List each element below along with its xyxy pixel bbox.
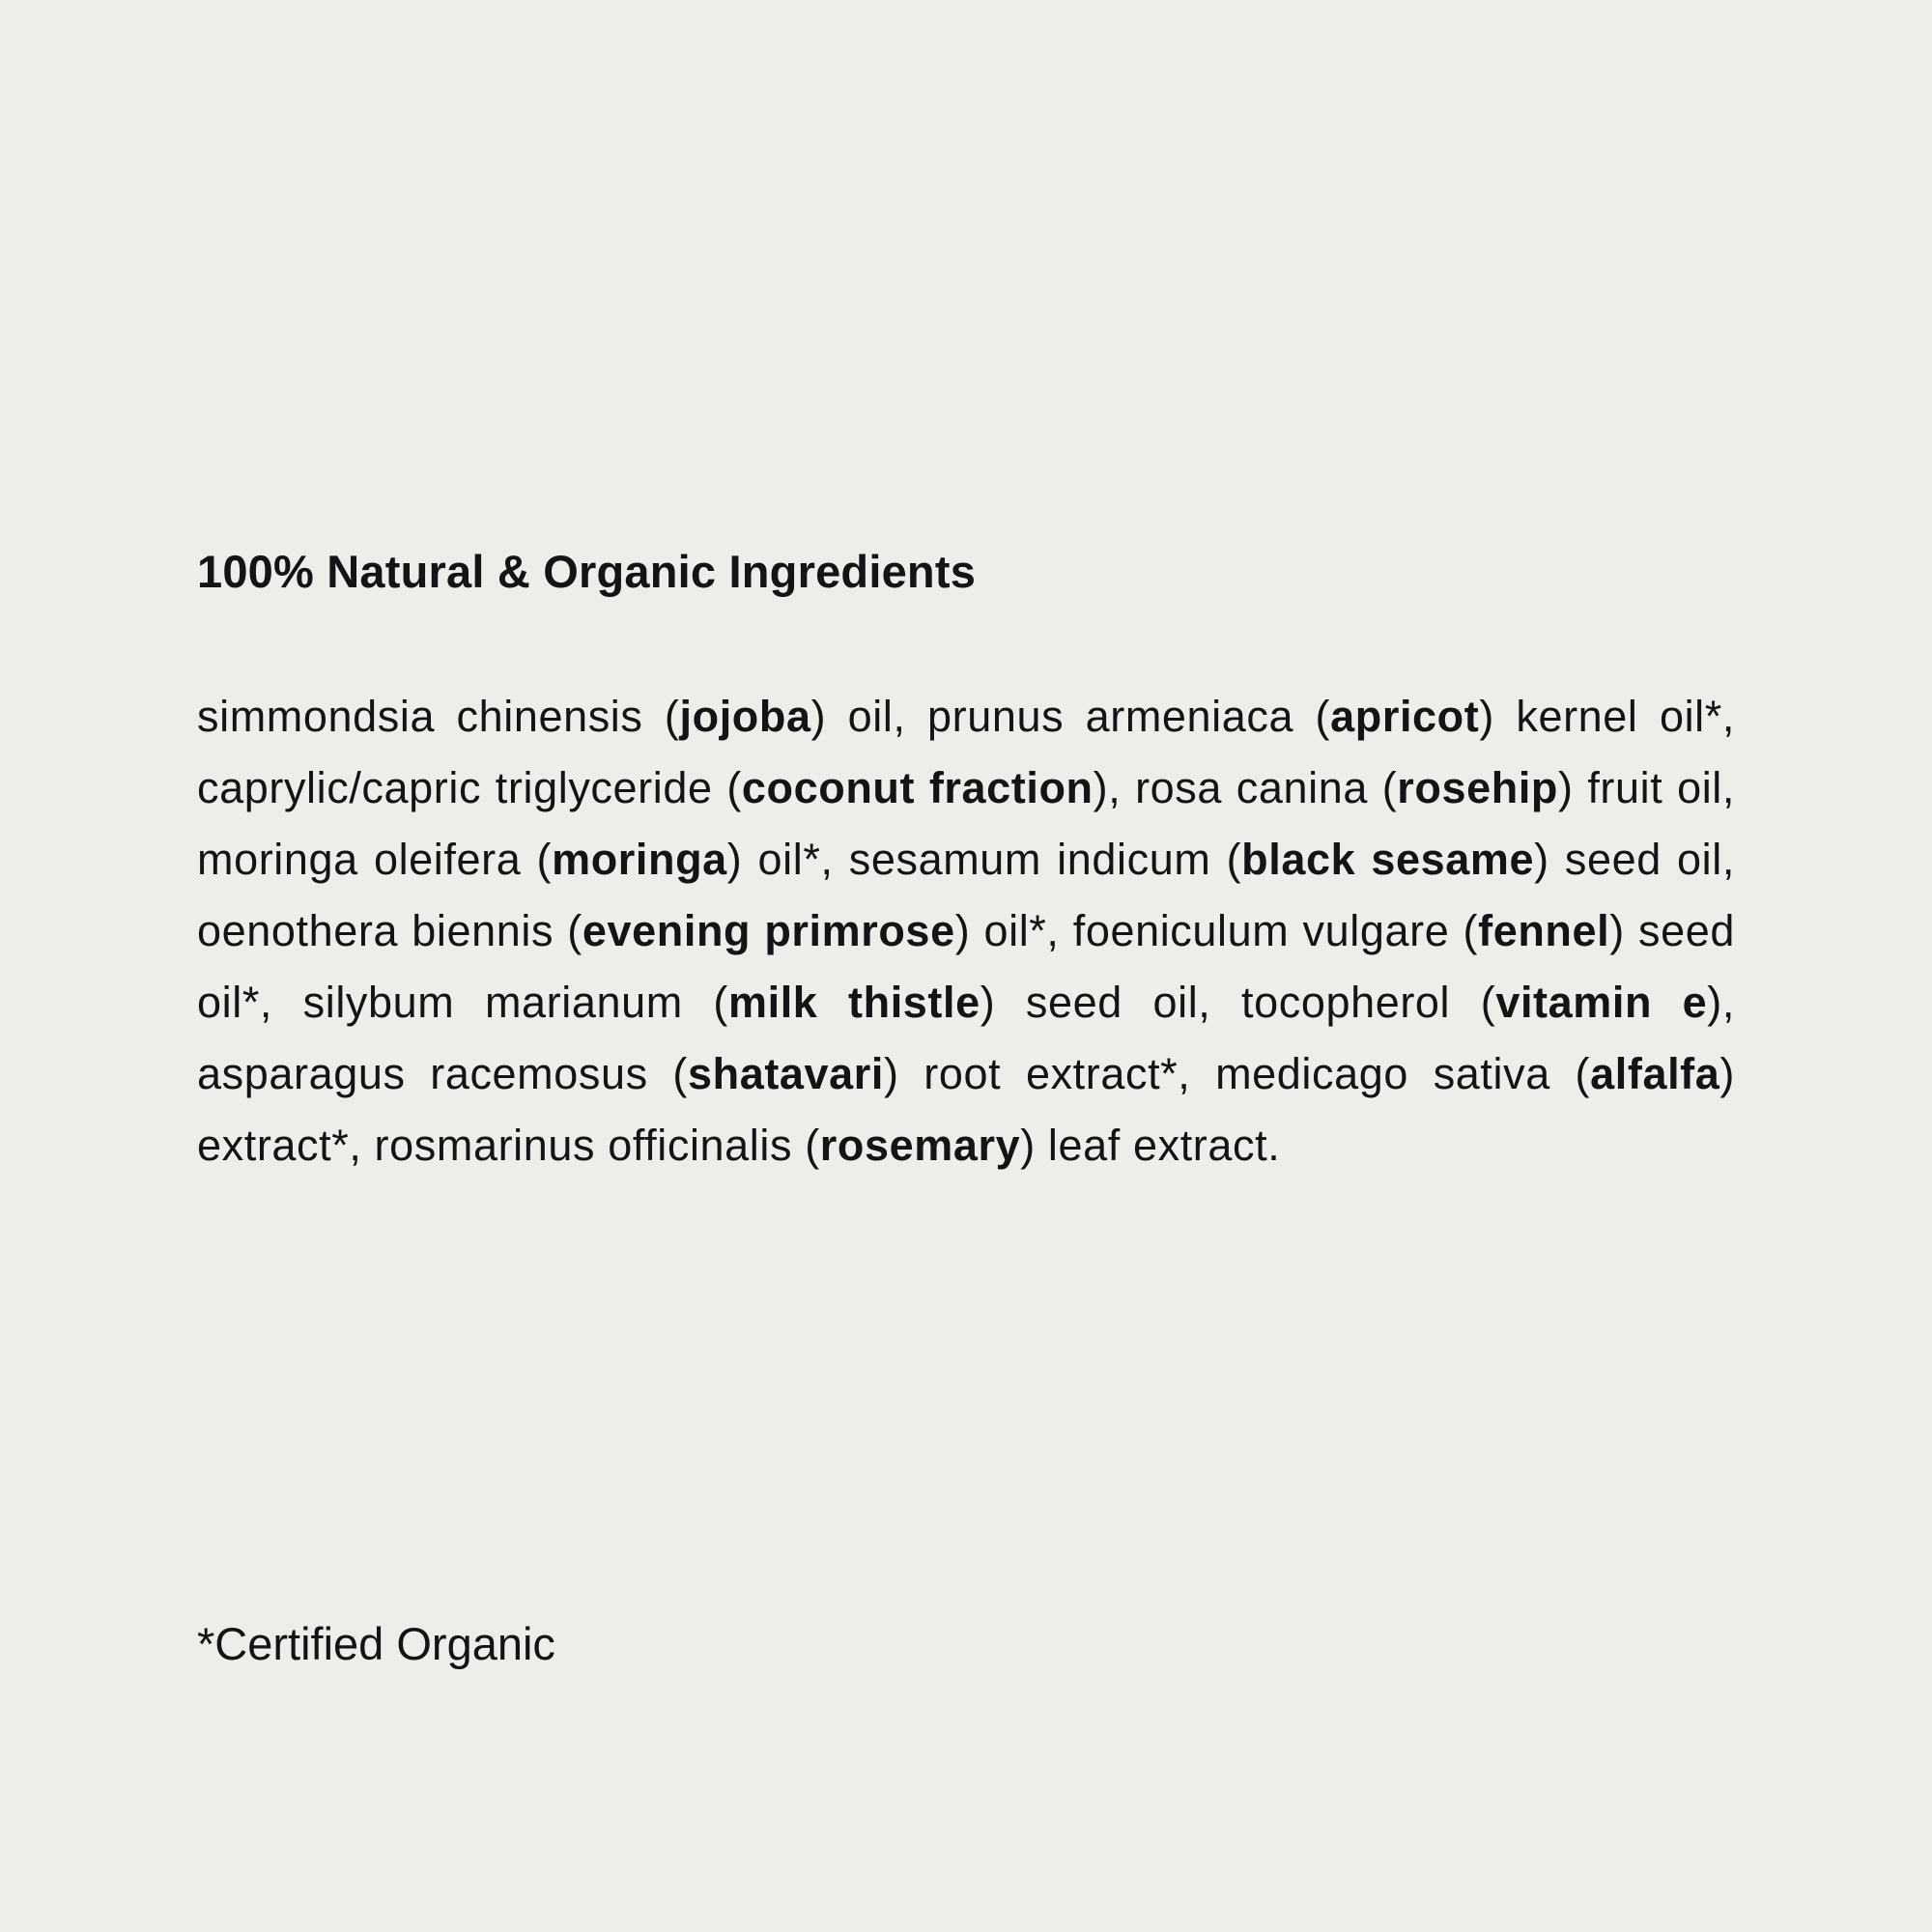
ingredient-common-name: jojoba: [679, 692, 811, 741]
ingredient-common-name: evening primrose: [582, 906, 955, 955]
ingredient-text: ) seed oil*, silybum marianum (: [197, 906, 1736, 1027]
ingredient-common-name: alfalfa: [1590, 1049, 1720, 1098]
ingredient-common-name: rosehip: [1397, 763, 1559, 812]
ingredient-common-name: apricot: [1330, 692, 1480, 741]
ingredient-common-name: moringa: [552, 835, 727, 884]
ingredient-common-name: black sesame: [1241, 835, 1535, 884]
ingredient-common-name: shatavari: [688, 1049, 885, 1098]
ingredient-common-name: coconut fraction: [741, 763, 1094, 812]
ingredient-text: ), rosa canina (: [1093, 763, 1398, 812]
ingredient-text: ) fruit oil, moringa oleifera (: [197, 763, 1736, 884]
ingredient-text: ) seed oil, oenothera biennis (: [197, 835, 1735, 955]
ingredient-text: ), asparagus racemosus (: [197, 978, 1735, 1098]
ingredient-text: simmondsia chinensis (: [197, 692, 680, 741]
ingredient-text: ) oil*, foeniculum vulgare (: [954, 906, 1479, 955]
ingredient-text: ) kernel oil*, caprylic/capric triglyceride (: [197, 692, 1735, 812]
ingredient-common-name: fennel: [1478, 906, 1610, 955]
ingredient-text: ) oil*, sesamum indicum (: [726, 835, 1242, 884]
ingredient-text: ) root extract*, medicago sativa (: [884, 1049, 1591, 1098]
ingredients-list: [197, 681, 1735, 1181]
ingredient-text: ) leaf extract.: [1020, 1121, 1281, 1170]
ingredient-text: ) oil, prunus armeniaca (: [810, 692, 1331, 741]
ingredient-common-name: milk thistle: [727, 978, 980, 1027]
page-title: 100% Natural & Organic Ingredients: [197, 546, 977, 597]
certified-organic-footnote: *Certified Organic: [197, 1618, 555, 1669]
ingredient-text: ) seed oil, tocopherol (: [980, 978, 1496, 1027]
ingredient-common-name: vitamin e: [1495, 978, 1708, 1027]
ingredient-text: ) extract*, rosmarinus officinalis (: [197, 1049, 1735, 1170]
ingredient-common-name: rosemary: [819, 1121, 1021, 1170]
